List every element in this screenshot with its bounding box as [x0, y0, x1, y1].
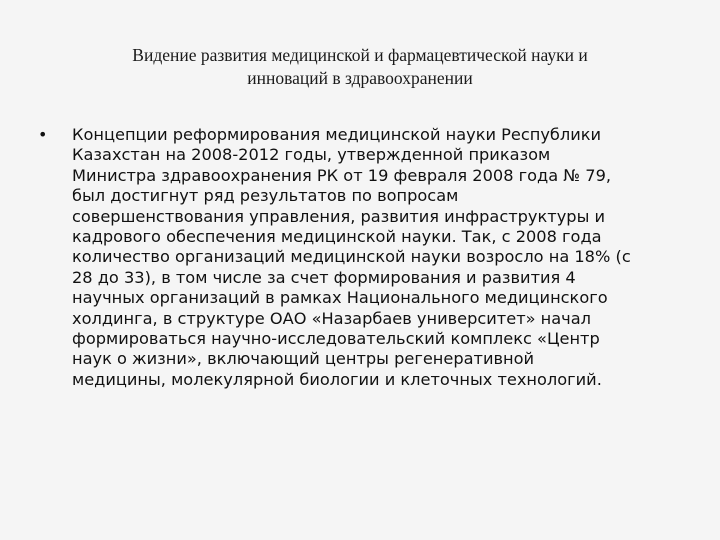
- bullet-text-line: Казахстан на 2008-2012 годы, утвержденной приказом: [72, 145, 551, 165]
- bullet-text-line: количество организаций медицинской науки возросло на 18% (с: [72, 247, 631, 267]
- slide-title-line-2: инноваций в здравоохранении: [247, 68, 473, 88]
- bullet-list: [38, 125, 678, 390]
- bullet-text-line: медицины, молекулярной биологии и клеточных технологий.: [72, 369, 602, 389]
- bullet-text-line: наук о жизни», включающий центры регенеративной: [72, 349, 535, 369]
- bullet-text-line: Министра здравоохранения РК от 19 февраля 2008 года № 79,: [72, 165, 612, 185]
- bullet-text-line: научных организаций в рамках Национального медицинского: [72, 288, 608, 308]
- bullet-text-line: кадрового обеспечения медицинской науки. Так, с 2008 года: [72, 227, 602, 247]
- bullet-dot-icon: •: [38, 125, 48, 144]
- bullet-text-line: Концепции реформирования медицинской науки Республики: [72, 125, 602, 144]
- bullet-text-line: совершенствования управления, развития инфраструктуры и: [72, 206, 606, 226]
- slide-title: [60, 44, 660, 90]
- bullet-item: [38, 125, 678, 390]
- bullet-text-line: формироваться научно-исследовательский комплекс «Центр: [72, 329, 600, 349]
- bullet-text-line: холдинга, в структуре ОАО «Назарбаев университет» начал: [72, 308, 592, 328]
- bullet-text-line: был достигнут ряд результатов по вопросам: [72, 186, 459, 206]
- slide-title-line-1: Видение развития медицинской и фармацевтической науки и: [132, 45, 588, 65]
- bullet-text-line: 28 до 33), в том числе за счет формирования и развития 4: [72, 267, 576, 287]
